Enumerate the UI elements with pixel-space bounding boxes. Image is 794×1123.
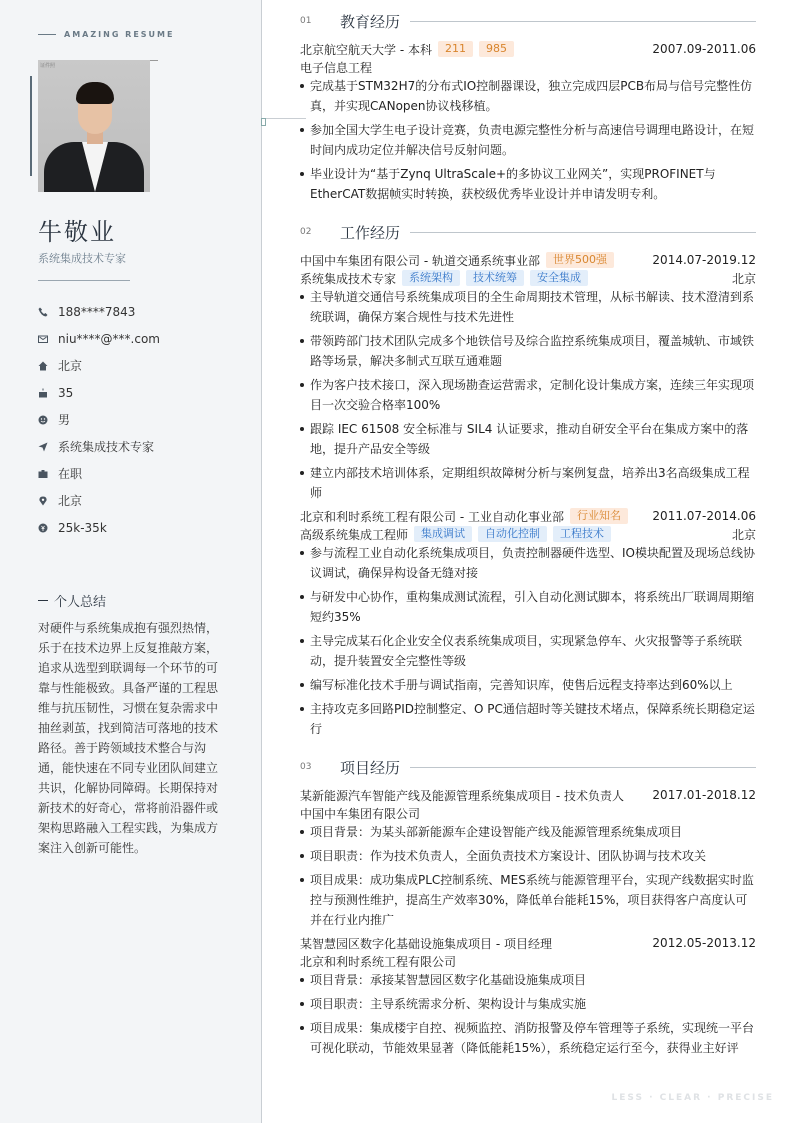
project-bullets [300,822,756,930]
skill-tag: 系统架构 [402,270,460,286]
skill-tag: 工程技术 [553,526,611,542]
work-section-title: 工作经历 [340,223,401,242]
contact-phone-value: 188****7843 [58,304,136,319]
education-tag-211: 211 [438,41,473,57]
list-item: 完成基于STM32H7的分布式IO控制器课设，独立完成四层PCB布局与信号完整性仿真，并实现CANopen协议栈移植。 [300,76,756,116]
project-header-row [300,786,756,804]
work-entry-crrc [300,251,756,507]
contact-target-role [38,433,160,460]
work-role-row [300,269,756,287]
project-org: 北京和利时系统工程有限公司 [300,954,457,969]
contact-phone[interactable] [38,298,160,325]
education-school: 北京航空航天大学 - 本科 [300,42,432,57]
list-item: 项目成果：成功集成PLC控制系统、MES系统与能源管理平台，实现产线数据实时监控与预测性维护，提高生产效率30%，降低单台能耗15%，项目获得客户高度认可并在行业内推广 [300,870,756,930]
work-company-tag: 世界500强 [546,252,614,268]
education-period: 2007.09-2011.06 [652,42,756,56]
education-bullets [300,76,756,204]
work-company-tag: 行业知名 [570,508,628,524]
list-item: 参加全国大学生电子设计竞赛，负责电源完整性分析与高速信号调理电路设计，在短时间内成功定位并解决信号反射问题。 [300,120,756,160]
work-role: 系统集成技术专家 [300,271,397,286]
phone-icon [38,307,58,317]
list-item: 作为客户技术接口，深入现场勘查运营需求，定制化设计集成方案，连续三年实现项目一次交验合格率100% [300,375,756,415]
summary-dash [38,600,48,601]
photo-accent-bar [30,76,32,176]
location-pin-icon [38,496,58,506]
contact-location-value: 北京 [58,494,83,508]
project-entry-smart-park [300,934,756,1062]
timeline-connector-dot [261,118,266,126]
contact-email[interactable] [38,325,160,352]
work-period: 2011.07-2014.06 [652,509,756,523]
home-icon [38,361,58,371]
contact-status [38,460,160,487]
project-bullets [300,970,756,1058]
candidate-name: 牛敬业 [38,218,116,246]
sidebar [0,0,262,1123]
contact-location [38,487,160,514]
contact-gender-value: 男 [58,413,71,427]
projects-section-number: 03 [300,762,312,772]
education-section-header [300,11,756,31]
project-entry-ev-line [300,786,756,934]
work-bullets [300,287,756,503]
education-header-row [300,40,756,58]
contact-list [38,298,160,541]
skill-tag: 集成调试 [414,526,472,542]
contact-home-value: 北京 [58,359,83,373]
profile-photo [38,60,150,192]
list-item: 参与流程工业自动化系统集成项目，负责控制器硬件选型、IO模块配置及现场总线协议调试，确保异构设备无缝对接 [300,543,756,583]
work-company-row [300,251,756,269]
list-item: 项目成果：集成楼宇自控、视频监控、消防报警及停车管理等子系统，实现统一平台可视化联动，节能效果显著（降低能耗15%），系统稳定运行至今，获得业主好评 [300,1018,756,1058]
education-section-title: 教育经历 [340,12,401,31]
education-section-rule [410,21,756,22]
briefcase-icon [38,469,58,479]
mail-icon [38,334,58,344]
work-entry-hollysys [300,507,756,743]
project-org: 中国中车集团有限公司 [300,806,421,821]
brand-text: AMAZING RESUME [64,30,175,39]
work-section-rule [410,232,756,233]
work-period: 2014.07-2019.12 [652,253,756,267]
smile-icon [38,415,58,425]
list-item: 编写标准化技术手册与调试指南，完善知识库，使售后远程支持率达到60%以上 [300,675,756,695]
contact-target-role-value: 系统集成技术专家 [58,440,155,454]
education-section-number: 01 [300,16,312,26]
list-item: 与研发中心协作，重构集成测试流程，引入自动化测试脚本，将系统出厂联调周期缩短约35% [300,587,756,627]
list-item: 主导完成某石化企业安全仪表系统集成项目，实现紧急停车、火灾报警等子系统联动，提升装置安全完整性等级 [300,631,756,671]
list-item: 项目职责：作为技术负责人，全面负责技术方案设计、团队协调与技术攻关 [300,846,756,866]
contact-email-value: niu****@***.com [58,331,160,346]
project-header-row [300,934,756,952]
send-icon [38,442,58,452]
salary-icon [38,523,58,533]
work-company-row [300,507,756,525]
project-org-row [300,804,756,822]
list-item: 项目职责：主导系统需求分析、架构设计与集成实施 [300,994,756,1014]
footer-watermark: LESS · CLEAR · PRECISE [611,1093,774,1103]
skill-tag: 安全集成 [530,270,588,286]
contact-salary-value: 25k-35k [58,520,107,535]
project-period: 2017.01-2018.12 [652,788,756,802]
work-role-row [300,525,756,543]
name-divider [38,280,130,281]
education-major: 电子信息工程 [300,60,373,75]
education-tag-985: 985 [479,41,514,57]
list-item: 毕业设计为“基于Zynq UltraScale+的多协议工业网关”，实现PROFINET与EtherCAT数据帧实时转换，获校级优秀毕业设计并申请发明专利。 [300,164,756,204]
list-item: 带领跨部门技术团队完成多个地铁信号及综合监控系统集成项目，覆盖城轨、市域铁路等场景，解决多制式互联互通难题 [300,331,756,371]
photo-image [38,60,150,192]
summary-text: 对硬件与系统集成抱有强烈热情，乐于在技术边界上反复推敲方案，追求从选型到联调每一个环节的可靠与性能极致。具备严谨的工程思维与抗压韧性，习惯在复杂需求中抽丝剥茧，找到简洁可落地的技术路径。善于跨领域技术整合与沟通，能快速在不同专业团队间建立共识，化解协同障碍。长期保持对新技术的好奇心，常将前沿器件或架构思路融入工程实践，为集成方案注入创新可能性。 [38,621,219,855]
project-name: 某智慧园区数字化基础设施集成项目 - 项目经理 [300,936,552,951]
list-item: 项目背景：为某头部新能源车企建设智能产线及能源管理系统集成项目 [300,822,756,842]
work-company: 中国中车集团有限公司 - 轨道交通系统事业部 [300,253,540,268]
list-item: 项目背景：承接某智慧园区数字化基础设施集成项目 [300,970,756,990]
list-item: 主导轨道交通信号系统集成项目的全生命周期技术管理，从标书解读、技术澄清到系统联调，确保方案合规性与技术先进性 [300,287,756,327]
project-name: 某新能源汽车智能产线及能源管理系统集成项目 - 技术负责人 [300,788,624,803]
list-item: 跟踪 IEC 61508 安全标准与 SIL4 认证要求，推动自研安全平台在集成方案中的落地，提升产品安全等级 [300,419,756,459]
education-entry [300,40,756,208]
work-city: 北京 [731,271,756,286]
summary-heading [38,591,106,610]
work-role: 高级系统集成工程师 [300,527,409,542]
contact-home [38,352,160,379]
project-period: 2012.05-2013.12 [652,936,756,950]
projects-section-header [300,757,756,777]
candidate-title: 系统集成技术专家 [38,252,126,265]
contact-age-value: 35 [58,385,74,400]
list-item: 主持攻克多回路PID控制整定、O PC通信超时等关键技术堵点，保障系统长期稳定运行 [300,699,756,739]
brand-mark [38,30,174,39]
contact-status-value: 在职 [58,467,83,481]
skill-tag: 自动化控制 [478,526,547,542]
contact-salary [38,514,160,541]
work-section-header [300,222,756,242]
work-bullets [300,543,756,739]
work-section-number: 02 [300,227,312,237]
contact-gender [38,406,160,433]
brand-dash [38,34,56,35]
work-company: 北京和利时系统工程有限公司 - 工业自动化事业部 [300,509,564,524]
photo-caption: 证件照 [40,63,56,69]
projects-section-title: 项目经历 [340,758,401,777]
list-item: 建立内部技术培训体系，定期组织故障树分析与案例复盘，培养出3名高级集成工程师 [300,463,756,503]
work-city: 北京 [731,527,756,542]
cake-icon [38,388,58,398]
skill-tag: 技术统筹 [466,270,524,286]
summary-title: 个人总结 [54,595,107,610]
photo-hair [76,82,114,104]
contact-age [38,379,160,406]
project-org-row [300,952,756,970]
education-major-row [300,58,756,76]
projects-section-rule [410,767,756,768]
